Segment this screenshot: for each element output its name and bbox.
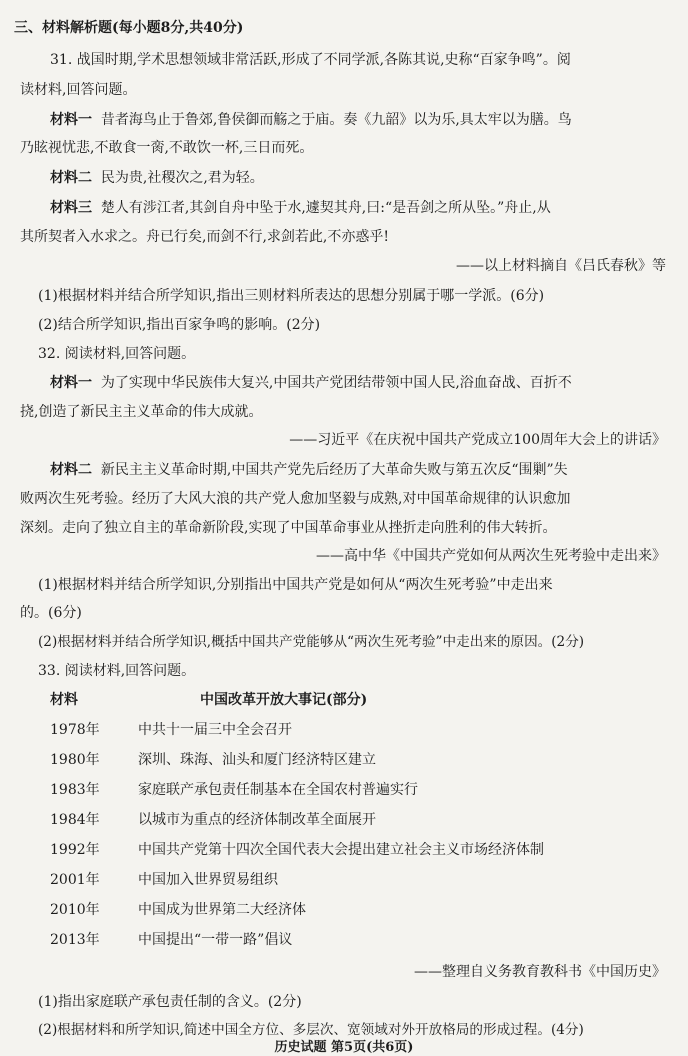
event-desc: 家庭联产承包责任制基本在全国农村普遍实行 <box>138 782 418 798</box>
event-year: 2001年 <box>50 872 100 888</box>
q33-table-title: 中国改革开放大事记(部分) <box>200 692 368 708</box>
q32-stem: 32. 阅读材料,回答问题。 <box>38 346 196 362</box>
event-year: 1978年 <box>50 722 100 738</box>
event-desc: 深圳、珠海、汕头和厦门经济特区建立 <box>138 752 376 768</box>
q31-material2-text: 民为贵,社稷次之,君为轻。 <box>100 170 264 186</box>
q31-material2-label: 材料二 <box>50 170 92 186</box>
q31-material1-line2: 乃眩视忧悲,不敢食一脔,不敢饮一杯,三日而死。 <box>20 140 314 156</box>
q32-sub2: (2)根据材料并结合所学知识,概括中国共产党能够从“两次生死考验”中走出来的原因。(2分) <box>38 634 585 650</box>
q32-material1-line2: 挠,创造了新民主主义革命的伟大成就。 <box>20 404 263 420</box>
q31-material1-label: 材料一 <box>50 112 92 128</box>
event-year: 1992年 <box>50 842 100 858</box>
q31-material1 <box>50 110 572 130</box>
q32-material2-label: 材料二 <box>50 462 92 478</box>
q31-sub2: (2)结合所学知识,指出百家争鸣的影响。(2分) <box>38 317 321 333</box>
q32-material2-text: 新民主主义革命时期,中国共产党先后经历了大革命失败与第五次反“围剿”失 <box>100 462 568 478</box>
section-title: 三、材料解析题(每小题8分,共40分) <box>14 20 244 36</box>
event-year: 2010年 <box>50 902 100 918</box>
q33-sub1: (1)指出家庭联产承包责任制的含义。(2分) <box>38 994 302 1010</box>
q32-material2 <box>50 460 568 480</box>
event-year: 1984年 <box>50 812 100 828</box>
q32-material2-line2: 败两次生死考验。经历了大风大浪的共产党人愈加坚毅与成熟,对中国革命规律的认识愈加 <box>20 491 571 507</box>
event-desc: 中国加入世界贸易组织 <box>138 872 278 888</box>
q32-material2-source: ——高中华《中国共产党如何从两次生死考验中走出来》 <box>316 548 666 564</box>
q32-material1 <box>50 373 572 393</box>
q31-material3 <box>50 198 551 218</box>
event-year: 1980年 <box>50 752 100 768</box>
q33-stem: 33. 阅读材料,回答问题。 <box>38 663 196 679</box>
q31-material3-line2: 其所契者入水求之。舟已行矣,而剑不行,求剑若此,不亦惑乎! <box>20 229 389 245</box>
event-desc: 中国提出“一带一路”倡议 <box>138 932 293 948</box>
q32-material1-text: 为了实现中华民族伟大复兴,中国共产党团结带领中国人民,浴血奋战、百折不 <box>100 375 572 391</box>
q32-material1-source: ——习近平《在庆祝中国共产党成立100周年大会上的讲话》 <box>289 432 666 448</box>
q31-stem-line2: 读材料,回答问题。 <box>20 82 137 98</box>
q31-stem-line1: 31. 战国时期,学术思想领域非常活跃,形成了不同学派,各陈其说,史称“百家争鸣”。阅 <box>50 52 571 68</box>
q31-material2 <box>50 168 264 188</box>
q32-sub1-line1: (1)根据材料并结合所学知识,分别指出中国共产党是如何从“两次生死考验”中走出来 <box>38 577 553 593</box>
q33-sub2: (2)根据材料和所学知识,简述中国全方位、多层次、宽领域对外开放格局的形成过程。(4分) <box>38 1022 584 1038</box>
event-year: 2013年 <box>50 932 100 948</box>
event-desc: 中共十一届三中全会召开 <box>138 722 292 738</box>
q33-material-label: 材料 <box>50 692 78 708</box>
event-desc: 中国成为世界第二大经济体 <box>138 902 306 918</box>
event-desc: 以城市为重点的经济体制改革全面展开 <box>138 812 376 828</box>
q31-source: ——以上材料摘自《吕氏春秋》等 <box>456 258 666 274</box>
q31-material3-label: 材料三 <box>50 200 92 216</box>
q31-sub1: (1)根据材料并结合所学知识,指出三则材料所表达的思想分别属于哪一学派。(6分) <box>38 288 545 304</box>
event-year: 1983年 <box>50 782 100 798</box>
q31-material3-text: 楚人有涉江者,其剑自舟中坠于水,遽契其舟,曰:“是吾剑之所从坠。”舟止,从 <box>100 200 551 216</box>
q32-material1-label: 材料一 <box>50 375 92 391</box>
q32-sub1-line2: 的。(6分) <box>20 605 82 621</box>
event-desc: 中国共产党第十四次全国代表大会提出建立社会主义市场经济体制 <box>138 842 544 858</box>
q33-source: ——整理自义务教育教科书《中国历史》 <box>414 964 666 980</box>
q32-material2-line3: 深刻。走向了独立自主的革命新阶段,实现了中国革命事业从挫折走向胜利的伟大转折。 <box>20 520 557 536</box>
page-footer: 历史试题 第5页(共6页) <box>274 1040 414 1055</box>
q31-material1-text: 昔者海鸟止于鲁郊,鲁侯御而觞之于庙。奏《九韶》以为乐,具太牢以为膳。鸟 <box>100 112 572 128</box>
